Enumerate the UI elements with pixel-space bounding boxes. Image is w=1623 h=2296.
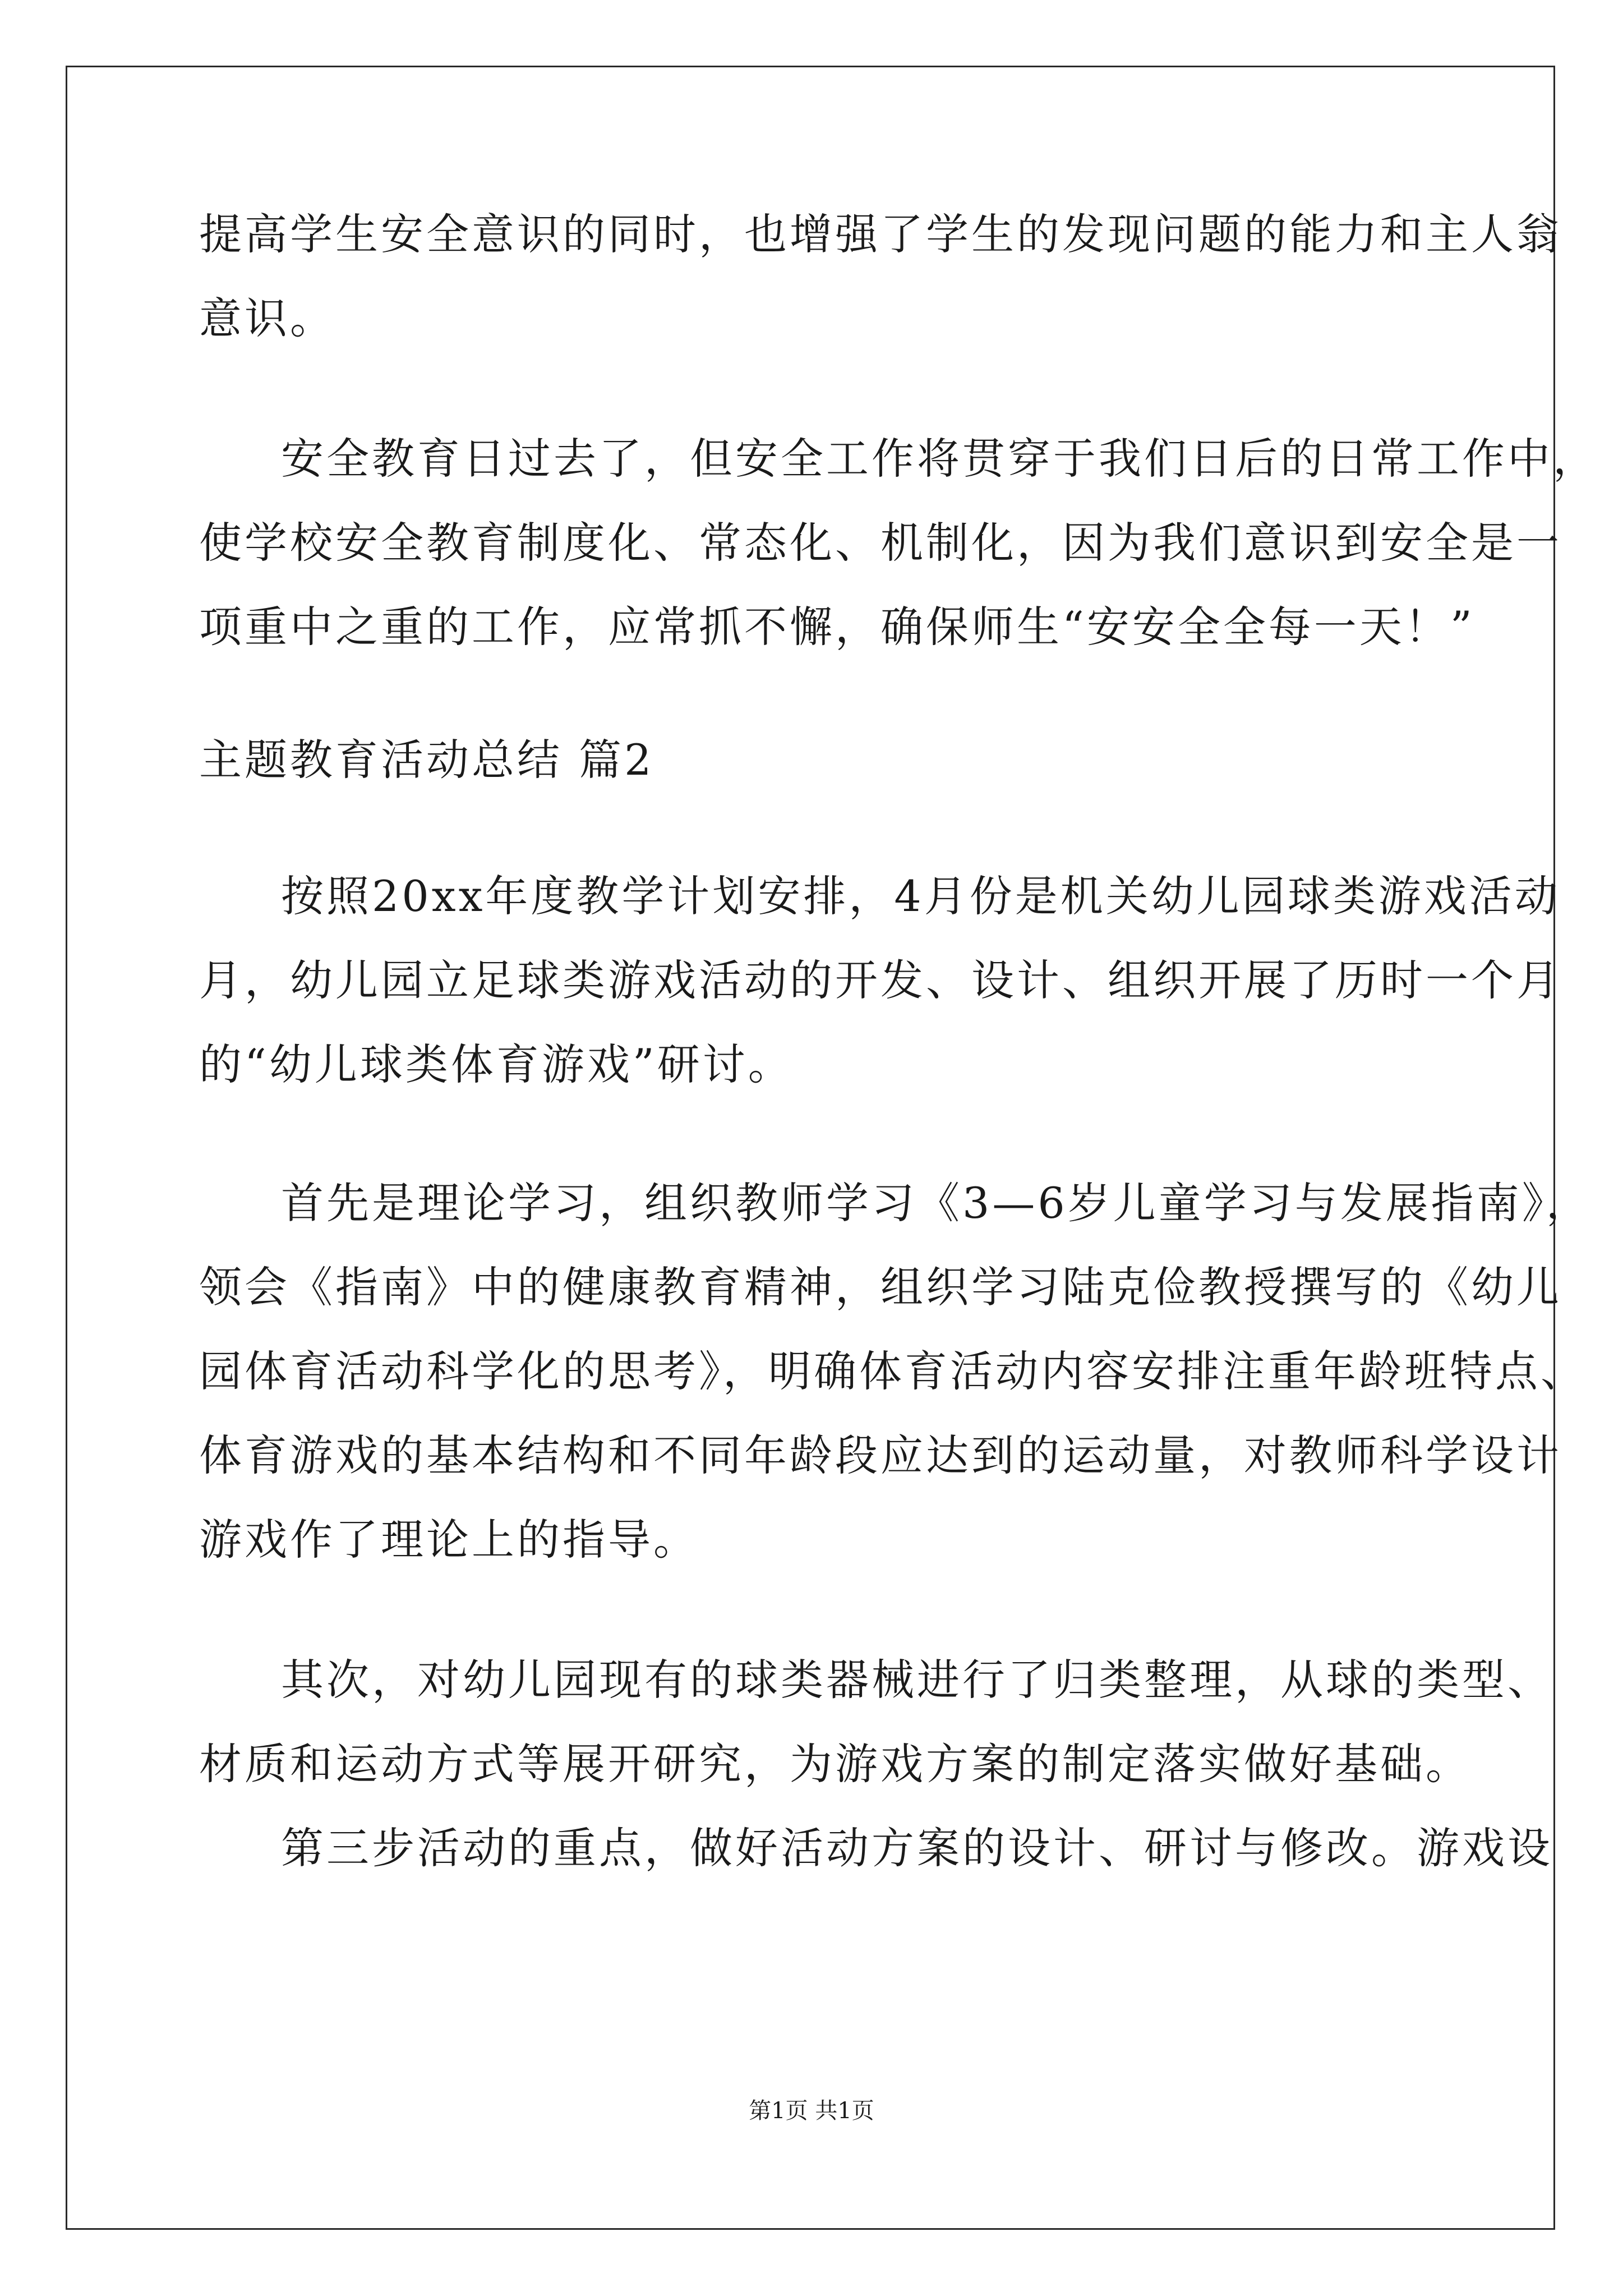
page-footer: 第1页 共1页 — [749, 2098, 874, 2124]
page-border — [66, 66, 1555, 2230]
text-line: 园体育活动科学化的思考》，明确体育活动内容安排注重年龄班特点、 — [199, 1346, 1586, 1396]
text-line: 月，幼儿园立足球类游戏活动的开发、设计、组织开展了历时一个月 — [199, 955, 1562, 1005]
section-heading: 主题教育活动总结 篇2 — [199, 735, 654, 785]
text-line: 意识。 — [199, 293, 335, 343]
text-line: 材质和运动方式等展开研究，为游戏方案的制定落实做好基础。 — [199, 1739, 1471, 1789]
text-line: 项重中之重的工作，应常抓不懈，确保师生“安安全全每一天！” — [199, 602, 1475, 652]
text-line: 提高学生安全意识的同时，也增强了学生的发现问题的能力和主人翁 — [199, 209, 1562, 259]
paragraph-start: 按照20xx年度教学计划安排，4月份是机关幼儿园球类游戏活动 — [281, 871, 1560, 921]
paragraph-start: 第三步活动的重点，做好活动方案的设计、研讨与修改。游戏设 — [281, 1823, 1553, 1873]
paragraph-start: 首先是理论学习，组织教师学习《3—6岁儿童学习与发展指南》， — [281, 1178, 1592, 1228]
paragraph-start: 其次，对幼儿园现有的球类器械进行了归类整理，从球的类型、 — [281, 1655, 1553, 1705]
paragraph-start: 安全教育日过去了，但安全工作将贯穿于我们日后的日常工作中， — [281, 434, 1598, 484]
text-line: 的“幼儿球类体育游戏”研讨。 — [199, 1039, 794, 1089]
text-line: 使学校安全教育制度化、常态化、机制化，因为我们意识到安全是一 — [199, 518, 1562, 568]
text-line: 游戏作了理论上的指导。 — [199, 1515, 699, 1565]
text-line: 领会《指南》中的健康教育精神，组织学习陆克俭教授撰写的《幼儿 — [199, 1262, 1562, 1312]
text-line: 体育游戏的基本结构和不同年龄段应达到的运动量，对教师科学设计 — [199, 1430, 1562, 1480]
